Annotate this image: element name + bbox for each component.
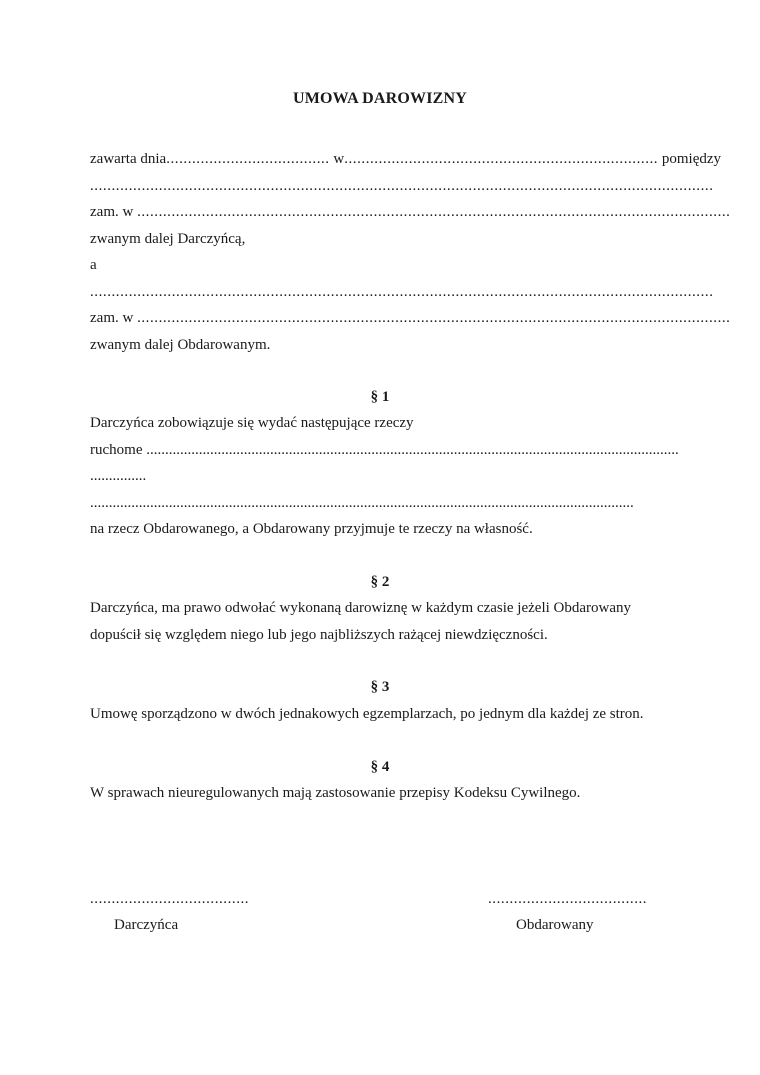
section-3-heading: § 3	[370, 679, 390, 695]
donor-signature-line: .....................................	[90, 891, 250, 907]
section-2-heading: § 2	[370, 574, 390, 590]
intro-date-label: zawarta dnia	[90, 151, 167, 167]
section-1-items-line: ruchome ..............................................................................................................................................	[90, 442, 679, 458]
donor-address-line	[90, 203, 731, 221]
intro-line-date-place	[90, 150, 722, 168]
donee-signature-label: Obdarowany	[516, 917, 594, 933]
section-4-heading: § 4	[370, 759, 390, 775]
conjunction-text: a	[90, 257, 97, 273]
donor-address-label: zam. w	[90, 204, 138, 220]
place-dots: .........................................................................	[344, 151, 659, 167]
donee-address-line	[90, 309, 731, 327]
date-dots: ......................................	[166, 151, 330, 167]
donor-address-dots: ..........................................................................................................................................	[137, 204, 731, 220]
section-1-items-dots: ...............	[90, 468, 147, 484]
section-1-items-dots: .................................................................................................................................................	[90, 495, 634, 511]
section-1-line: na rzecz Obdarowanego, a Obdarowany przyjmuje te rzeczy na własność.	[90, 521, 533, 537]
intro-between-label: pomiędzy	[658, 151, 722, 167]
section-4-line: W sprawach nieuregulowanych mają zastosowanie przepisy Kodeksu Cywilnego.	[90, 785, 581, 801]
section-2-line: Darczyńca, ma prawo odwołać wykonaną darowiznę w każdym czasie jeżeli Obdarowany	[90, 600, 632, 616]
donor-signature-label: Darczyńca	[114, 917, 179, 933]
section-1-heading: § 1	[370, 389, 390, 405]
donee-name-dots: .................................................................................................................................................	[90, 284, 714, 300]
document-title: UMOWA DAROWIZNY	[292, 90, 468, 107]
donee-address-dots: ..........................................................................................................................................	[137, 310, 731, 326]
intro-place-label: w	[329, 151, 345, 167]
section-2-line: dopuścił się względem niego lub jego najbliższych rażącej niewdzięczności.	[90, 627, 548, 643]
donee-role-text: zwanym dalej Obdarowanym.	[90, 337, 271, 353]
section-1-line: Darczyńca zobowiązuje się wydać następujące rzeczy	[90, 415, 414, 431]
donee-signature-line: .....................................	[488, 891, 648, 907]
donor-role-text: zwanym dalej Darczyńcą,	[90, 231, 246, 247]
donor-name-dots: .................................................................................................................................................	[90, 178, 714, 194]
donee-address-label: zam. w	[90, 310, 138, 326]
section-3-line: Umowę sporządzono w dwóch jednakowych egzemplarzach, po jednym dla każdej ze stron.	[90, 706, 644, 722]
